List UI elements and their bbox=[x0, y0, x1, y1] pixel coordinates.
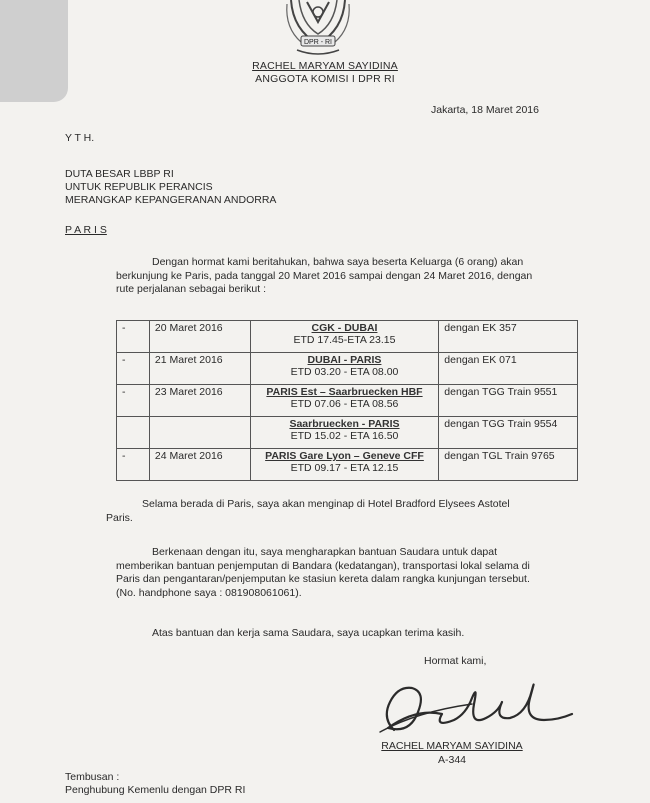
seal-text: DPR - RI bbox=[304, 39, 332, 46]
row-dash: - bbox=[117, 449, 150, 481]
row-route bbox=[250, 417, 439, 449]
route-name: CGK - DUBAI bbox=[311, 322, 378, 334]
route-time: ETD 17.45-ETA 23.15 bbox=[293, 334, 396, 346]
route-name: PARIS Gare Lyon – Geneve CFF bbox=[265, 450, 424, 462]
row-route bbox=[250, 353, 439, 385]
intro-line: Dengan hormat kami beritahukan, bahwa saya beserta Keluarga (6 orang) akan bbox=[152, 256, 524, 268]
stay-line: Selama berada di Paris, saya akan menginap di Hotel Bradford Elysees Astotel bbox=[142, 498, 510, 510]
stay-paragraph bbox=[106, 498, 582, 525]
route-name: PARIS Est – Saarbruecken HBF bbox=[266, 386, 423, 398]
dpr-emblem-icon bbox=[271, 0, 365, 60]
row-transport: dengan TGG Train 9554 bbox=[439, 417, 578, 449]
row-date: 21 Maret 2016 bbox=[149, 353, 250, 385]
closing: Hormat kami, bbox=[424, 655, 487, 667]
request-line: (No. handphone saya : 081908061061). bbox=[116, 586, 302, 599]
copy-to-label: Tembusan : bbox=[65, 771, 120, 783]
route-time: ETD 03.20 - ETA 08.00 bbox=[290, 366, 399, 378]
recipient-line: MERANGKAP KEPANGERANAN ANDORRA bbox=[65, 194, 277, 206]
row-route bbox=[250, 385, 439, 417]
copy-to-value: Penghubung Kemenlu dengan DPR RI bbox=[65, 784, 246, 796]
recipient-line: DUTA BESAR LBBP RI bbox=[65, 168, 174, 180]
thanks-line: Atas bantuan dan kerja sama Saudara, saya ucapkan terima kasih. bbox=[152, 627, 465, 639]
recipient-line: UNTUK REPUBLIK PERANCIS bbox=[65, 181, 213, 193]
date-line: Jakarta, 18 Maret 2016 bbox=[431, 104, 539, 116]
route-name: Saarbruecken - PARIS bbox=[289, 418, 400, 430]
row-transport: dengan TGL Train 9765 bbox=[439, 449, 578, 481]
handwritten-signature bbox=[376, 668, 582, 748]
row-dash: - bbox=[117, 321, 150, 353]
table-row bbox=[117, 417, 578, 449]
row-transport: dengan EK 357 bbox=[439, 321, 578, 353]
row-date: 24 Maret 2016 bbox=[149, 449, 250, 481]
intro-line: rute perjalanan sebagai berikut : bbox=[116, 283, 267, 295]
row-date: 20 Maret 2016 bbox=[149, 321, 250, 353]
itinerary-table bbox=[116, 320, 578, 481]
salutation: Y T H. bbox=[65, 132, 95, 144]
intro-line: berkunjung ke Paris, pada tanggal 20 Maret 2016 sampai dengan 24 Maret 2016, dengan bbox=[116, 269, 533, 282]
route-time: ETD 15.02 - ETA 16.50 bbox=[290, 430, 399, 442]
row-dash bbox=[117, 417, 150, 449]
row-transport: dengan EK 071 bbox=[439, 353, 578, 385]
table-row bbox=[117, 353, 578, 385]
table-row bbox=[117, 321, 578, 353]
request-paragraph bbox=[116, 546, 582, 600]
signer-member-no: A-344 bbox=[437, 754, 467, 766]
route-time: ETD 09.17 - ETA 12.15 bbox=[290, 462, 399, 474]
intro-paragraph bbox=[116, 256, 580, 297]
request-line: memberikan bantuan penjemputan di Bandara (kedatangan), transportasi lokal selama di bbox=[116, 559, 530, 572]
row-date: 23 Maret 2016 bbox=[149, 385, 250, 417]
row-transport: dengan TGG Train 9551 bbox=[439, 385, 578, 417]
route-time: ETD 07.06 - ETA 08.56 bbox=[290, 398, 399, 410]
route-name: DUBAI - PARIS bbox=[307, 354, 382, 366]
table-row bbox=[117, 449, 578, 481]
letterhead-position: ANGGOTA KOMISI I DPR RI bbox=[255, 73, 395, 85]
signer-name: RACHEL MARYAM SAYIDINA bbox=[381, 740, 523, 752]
row-route bbox=[250, 321, 439, 353]
stay-line: Paris. bbox=[106, 511, 133, 524]
table-row bbox=[117, 385, 578, 417]
city: P A R I S bbox=[65, 224, 107, 236]
row-date bbox=[149, 417, 250, 449]
request-line: Berkenaan dengan itu, saya mengharapkan bantuan Saudara untuk dapat bbox=[152, 546, 498, 558]
row-dash: - bbox=[117, 385, 150, 417]
request-line: Paris dan pengantaran/penjemputan ke stasiun kereta dalam rangka kunjungan tersebut. bbox=[116, 573, 530, 585]
letterhead-name: RACHEL MARYAM SAYIDINA bbox=[252, 60, 398, 72]
row-route bbox=[250, 449, 439, 481]
row-dash: - bbox=[117, 353, 150, 385]
scan-edge-tab bbox=[0, 0, 68, 102]
